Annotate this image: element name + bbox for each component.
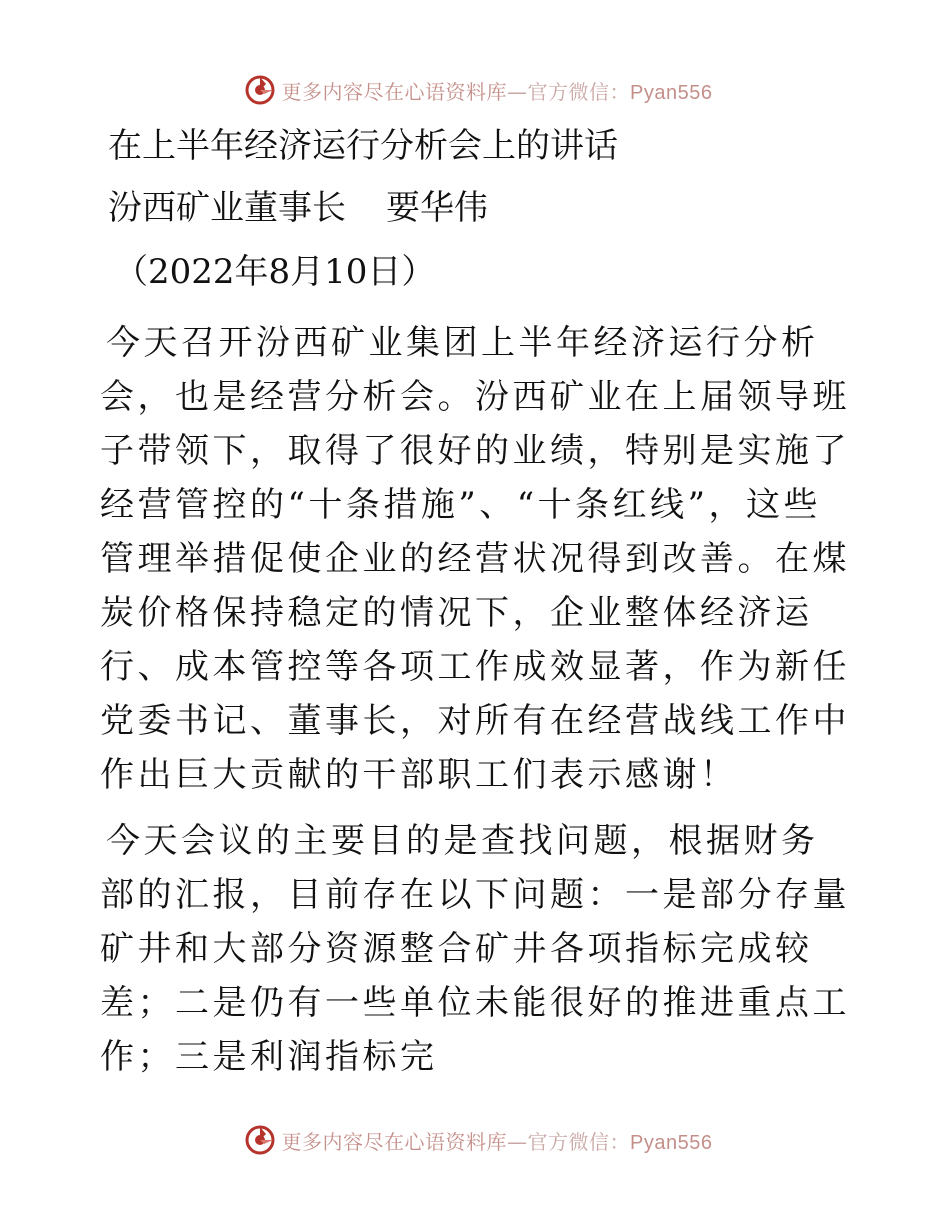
document-date: （2022年8月10日） (114, 252, 436, 292)
watermark-text: 更多内容尽在心语资料库—官方微信：Pyan556 (281, 1129, 713, 1154)
document-body (100, 126, 850, 1084)
document-title: 在上半年经济运行分析会上的讲话 (108, 126, 618, 166)
author-line (108, 188, 850, 228)
author-name: 要华伟 (386, 188, 488, 228)
logo-icon (244, 1124, 276, 1156)
paragraph: 今天召开汾西矿业集团上半年经济运行分析会，也是经营分析会。汾西矿业在上届领导班子带领下，取得了很好的业绩，特别是实施了经营管控的“十条措施”、“十条红线”，这些管理举措促使企业的经营状况得到改善。在煤炭价格保持稳定的情况下，企业整体经济运行、成本管控等各项工作成效显著，作为新任党委书记、董事长，对所有在经营战线工作中作出巨大贡献的干部职工们表示感谢！ (100, 323, 850, 795)
logo-icon (244, 74, 276, 106)
paragraph: 今天会议的主要目的是查找问题，根据财务部的汇报，目前存在以下问题：一是部分存量矿井和大部分资源整合矿井各项指标完成较差；二是仍有一些单位未能很好的推进重点工作；三是利润指标完 (100, 821, 850, 1077)
author-org: 汾西矿业董事长 (108, 188, 346, 228)
watermark-text: 更多内容尽在心语资料库—官方微信：Pyan556 (281, 79, 713, 104)
watermark-footer (0, 1120, 950, 1160)
watermark-header (0, 70, 950, 110)
